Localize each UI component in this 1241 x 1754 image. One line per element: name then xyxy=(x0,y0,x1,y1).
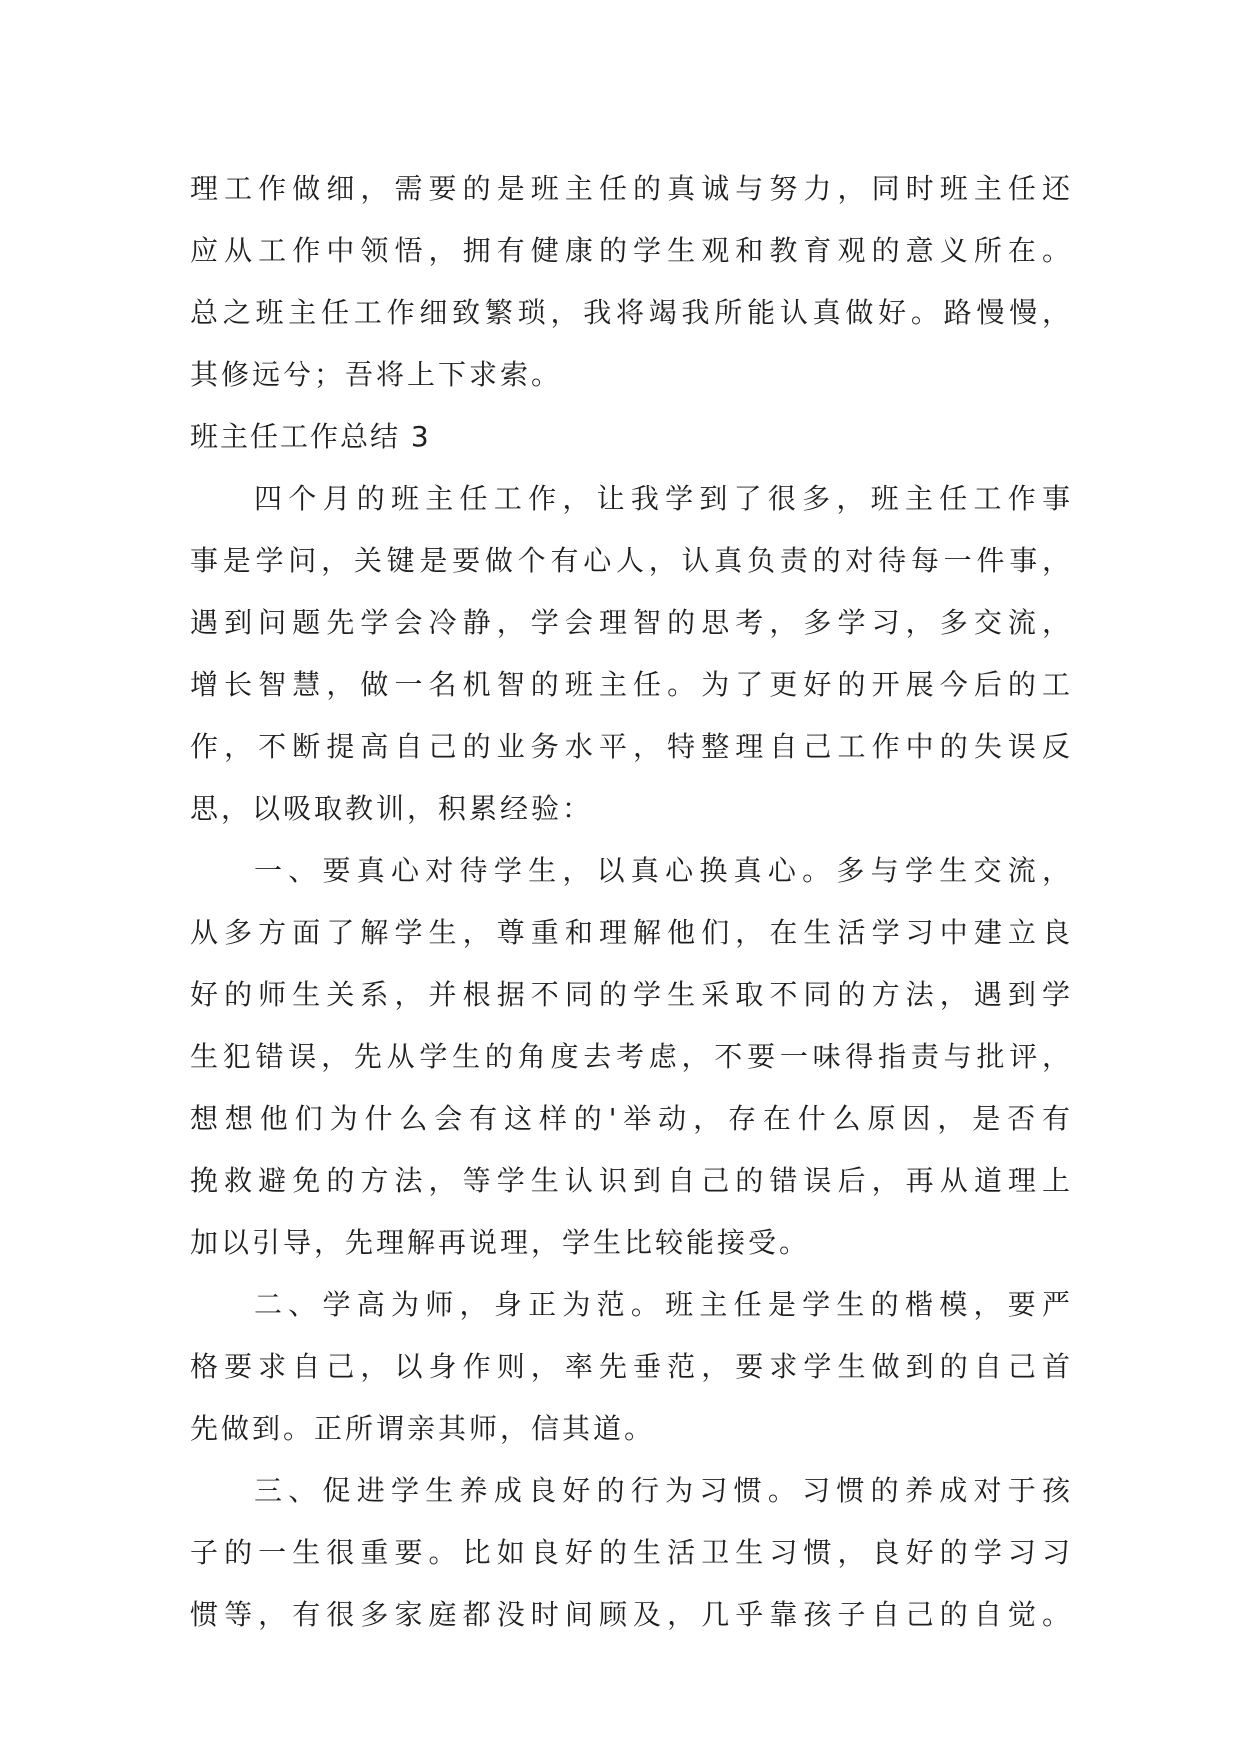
body-line: 总之班主任工作细致繁琐，我将竭我所能认真做好。路慢慢， xyxy=(190,296,1070,329)
body-line: 事是学问，关键是要做个有心人，认真负责的对待每一件事， xyxy=(190,544,1070,577)
body-line: 二、学高为师，身正为范。班主任是学生的楷模，要严 xyxy=(254,1288,1070,1321)
body-line: 好的师生关系，并根据不同的学生采取不同的方法，遇到学 xyxy=(190,978,1070,1011)
body-line: 生犯错误，先从学生的角度去考虑，不要一味得指责与批评， xyxy=(190,1040,1070,1073)
body-line: 从多方面了解学生，尊重和理解他们，在生活学习中建立良 xyxy=(190,916,1070,949)
body-line: 子的一生很重要。比如良好的生活卫生习惯，良好的学习习 xyxy=(190,1536,1070,1569)
body-line: 先做到。正所谓亲其师，信其道。 xyxy=(190,1412,656,1445)
body-line: 想想他们为什么会有这样的'举动，存在什么原因，是否有 xyxy=(190,1102,1070,1135)
body-line: 一、要真心对待学生，以真心换真心。多与学生交流， xyxy=(254,854,1070,887)
body-line: 思，以吸取教训，积累经验： xyxy=(190,792,594,825)
body-line: 格要求自己，以身作则，率先垂范，要求学生做到的自己首 xyxy=(190,1350,1070,1383)
body-line: 挽救避免的方法，等学生认识到自己的错误后，再从道理上 xyxy=(190,1164,1070,1197)
body-line: 遇到问题先学会冷静，学会理智的思考，多学习，多交流， xyxy=(190,606,1070,639)
body-line: 加以引导，先理解再说理，学生比较能接受。 xyxy=(190,1226,811,1259)
body-line: 惯等，有很多家庭都没时间顾及，几乎靠孩子自己的自觉。 xyxy=(190,1598,1070,1631)
body-line: 增长智慧，做一名机智的班主任。为了更好的开展今后的工 xyxy=(190,668,1070,701)
body-line: 理工作做细，需要的是班主任的真诚与努力，同时班主任还 xyxy=(190,172,1070,205)
section-heading: 班主任工作总结 3 xyxy=(190,420,431,453)
body-line: 四个月的班主任工作，让我学到了很多，班主任工作事 xyxy=(254,482,1070,515)
document-body xyxy=(190,158,1070,1646)
body-line: 其修远兮；吾将上下求索。 xyxy=(190,358,563,391)
body-line: 应从工作中领悟，拥有健康的学生观和教育观的意义所在。 xyxy=(190,234,1070,267)
body-line: 作，不断提高自己的业务水平，特整理自己工作中的失误反 xyxy=(190,730,1070,763)
body-line: 三、促进学生养成良好的行为习惯。习惯的养成对于孩 xyxy=(254,1474,1070,1507)
